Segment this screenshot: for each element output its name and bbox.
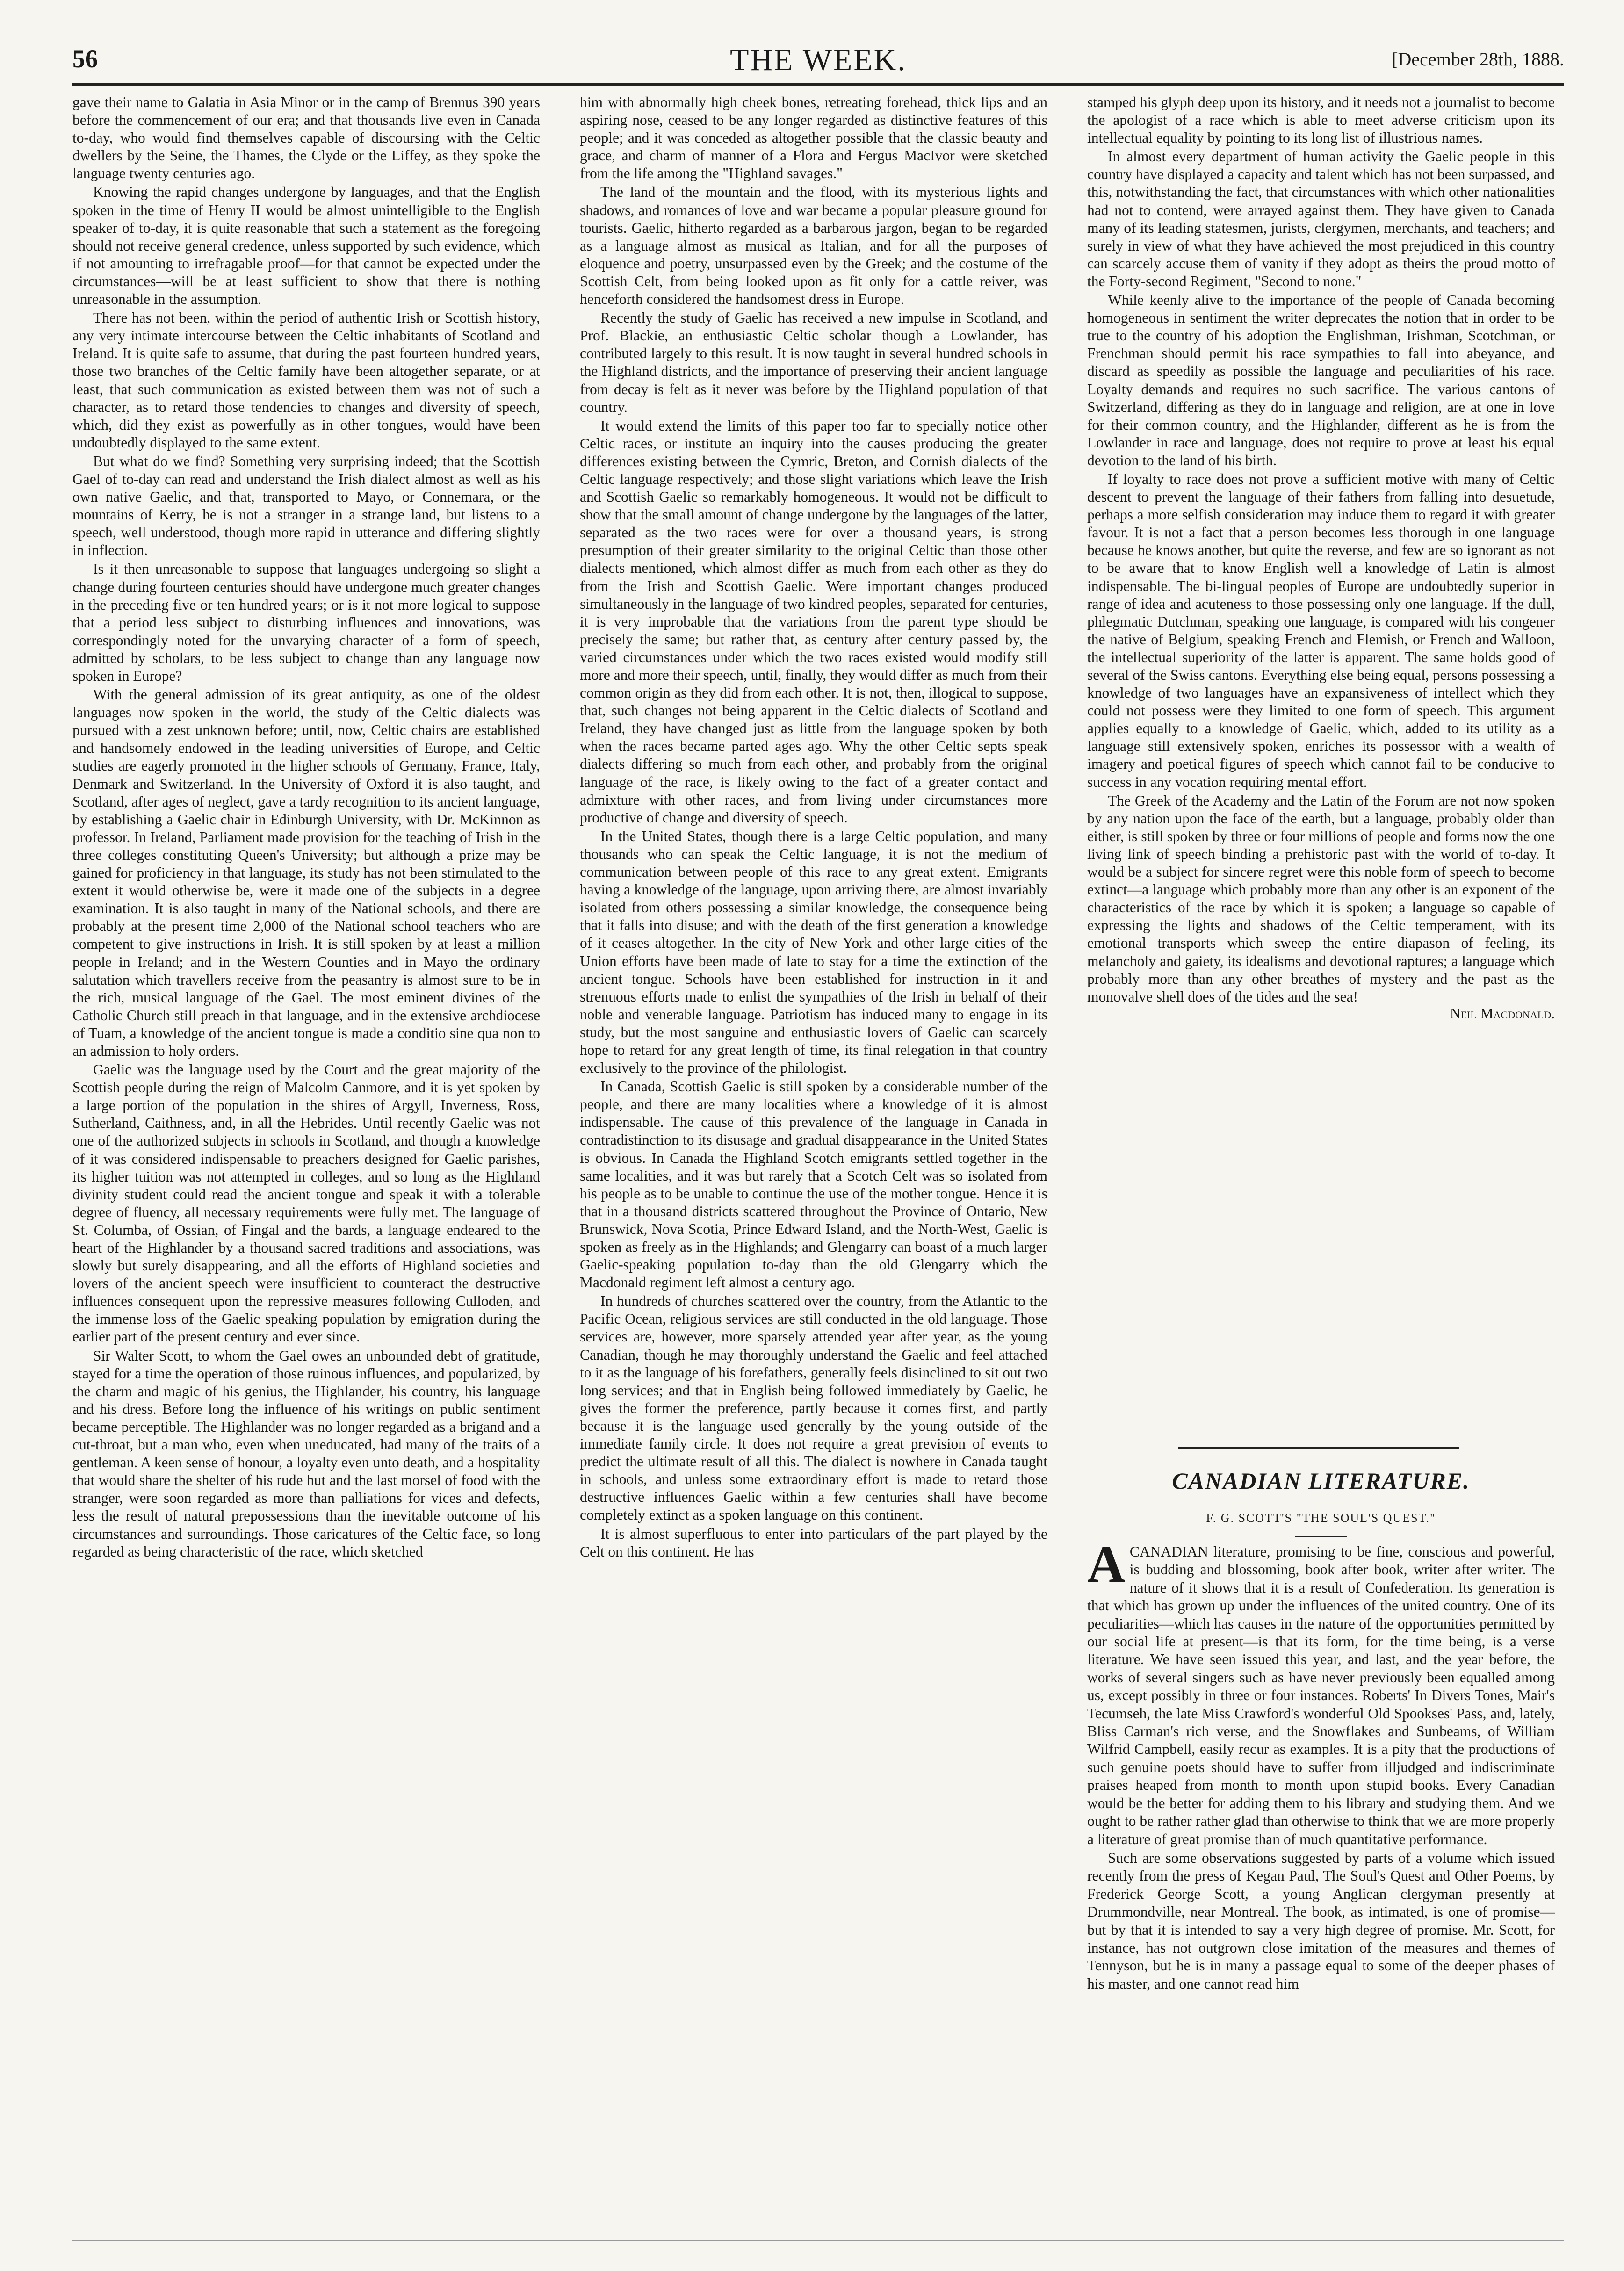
section-title: CANADIAN LITERATURE. [1172, 1468, 1470, 1494]
paragraph: With the general admission of its great antiquity, as one of the oldest languages now spoken in the world, the study of the Celtic dialects was pursued with a zest unknown before; until, now, Celtic chairs are established and handsomely endowed in the leading universities of Europe, and Celtic studies are eagerly promoted in the higher schools of Germany, France, Italy, Denmark and Switzerland. In the University of Oxford it is also taught, and Scotland, after ages of neglect, gave a tardy recognition to its ancient language, by establishing a Gaelic chair in Edinburgh University, with Dr. McKinnon as professor. In Ireland, Parliament made provision for the teaching of Irish in the three colleges constituting Queen's University; but although a prize may be gained for proficiency in that language, its study has not been stimulated to the extent it would otherwise be, were it made one of the subjects in a degree examination. It is also taught in many of the National schools, and there are probably at the present time 2,000 of the National school teachers who are competent to give instructions in Irish. It is still spoken by at least a million people in Ireland; and in the Western Counties and in Mayo the ordinary salutation which travellers receive from the peasantry is almost sure to be in the rich, musical language of the Gael. The most eminent divines of the Catholic Church still preach in that language, and in the extensive archdiocese of Tuam, a knowledge of the ancient tongue is made a conditio sine qua non to an admission to holy orders. [72, 686, 540, 1059]
paragraph: The land of the mountain and the flood, with its mysterious lights and shadows, and romances of love and war became a popular pleasure ground for tourists. Gaelic, hitherto regarded as a barbarous jargon, began to be regarded as a language almost as musical as Italian, and for all the purposes of eloquence and poetry, unsurpassed even by the Greek; and the costume of the Scottish Celt, from being looked upon as fit only for a cattle reiver, was henceforth considered the handsomest dress in Europe. [580, 184, 1047, 308]
column-3 [1087, 94, 1555, 1440]
column-2 [580, 94, 1047, 2230]
author-signature: Neil Macdonald. [1450, 1005, 1555, 1022]
paragraph [1087, 1543, 1555, 1848]
page-bottom-edge [72, 2240, 1564, 2241]
paragraph: Sir Walter Scott, to whom the Gael owes an unbounded debt of gratitude, stayed for a time the operation of those ruinous influences, and popularized, by the charm and magic of his genius, the Highlander, his country, his language and his dress. Before long the influence of his writings on public sentiment became perceptible. The Highlander was no longer regarded as a brigand and a cut-throat, but a man who, even when uneducated, had many of the traits of a gentleman. A keen sense of honour, a loyalty even unto death, and a hospitality that would share the shelter of his rude hut and the last morsel of food with the stranger, were soon regarded as more than palliations for vices and defects, less the result of natural prepossessions than the inevitable outcome of his circumstances and surroundings. Those caricatures of the Celtic face, so long regarded as being characteristic of the race, which sketched [72, 1347, 540, 1560]
paragraph: There has not been, within the period of authentic Irish or Scottish history, any very intimate intercourse between the Celtic inhabitants of Scotland and Ireland. It is quite safe to assume, that during the past fourteen hundred years, those two branches of the Celtic family have been altogether separate, or at least, that such communication as existed between them was not of such a character, as to retard those tendencies to changes and diversity of speech, which, did they exist as powerfully as in other tongues, would have been undoubtedly displayed to the same extent. [72, 310, 540, 451]
paragraph-text: CANADIAN literature, promising to be fine, conscious and powerful, is budding and blossoming, book after book, writer after writer. The nature of it shows that it is a result of Confederation. Its generation is that which has grown up under the influences of the united country. One of its peculiarities—which has causes in the nature of the opportunities permitted by our social life at present—is that its form, for the time being, is a verse literature. We have seen issued this year, and last, and the year before, the works of several singers such as have never previously been equalled among us, except possibly in three or four instances. Roberts' In Divers Tones, Mair's Tecumseh, the late Miss Crawford's wonderful Old Spookses' Pass, and, lately, Bliss Carman's rich verse, and the Snowflakes and Sunbeams, of William Wilfrid Campbell, easily recur as examples. It is a pity that the productions of such genuine poets should have to suffer from illjudged and indiscriminate praises heaped from month to month upon stupid books. Every Canadian would be the better for adding them to his library and studying them. And we ought to be rather rather glad than otherwise to think that we are more properly a literature of great promise than of much quantitative performance. [1087, 1543, 1555, 1847]
paragraph: It is almost superfluous to enter into particulars of the part played by the Celt on this continent. He has [580, 1525, 1047, 1560]
paragraph: In Canada, Scottish Gaelic is still spoken by a considerable number of the people, and there are many localities where a knowledge of it is almost indispensable. The cause of this prevalence of the language in Canada in contradistinction to its disusage and gradual disappearance in the United States is obvious. In Canada the Highland Scotch emigrants settled together in the same localities, and it was but rarely that a Scotch Celt was so isolated from his people as to be unable to continue the use of the mother tongue. Hence it is that in a thousand districts scattered throughout the Province of Ontario, New Brunswick, Nova Scotia, Prince Edward Island, and the North-West, Gaelic is spoken as freely as in the Highlands; and Glengarry can boast of a much larger Gaelic-speaking population to-day than the old Glengarry which the Macdonald regiment left almost a century ago. [580, 1078, 1047, 1291]
journal-title: THE WEEK. [730, 43, 907, 77]
paragraph: In almost every department of human activity the Gaelic people in this country have displayed a capacity and talent which has not been surpassed, and this, notwithstanding the fact, that circumstances with which other nationalities had not to contend, were arrayed against them. They have given to Canada many of its leading statesmen, jurists, clergymen, merchants, and teachers; and surely in view of what they have achieved the most prejudiced in this country can scarcely accuse them of vanity if they adopt as theirs the proud motto of the Forty-second Regiment, "Second to none." [1087, 148, 1555, 289]
paragraph: Gaelic was the language used by the Court and the great majority of the Scottish people during the reign of Malcolm Canmore, and it is yet spoken by a large portion of the population in the shires of Argyll, Inverness, Ross, Sutherland, Caithness, and, in all the Hebrides. Until recently Gaelic was not one of the authorized subjects in schools in Scotland, and though a knowledge of it was considered indispensable to preachers designed for Gaelic parishes, its higher tuition was not attempted in colleges, and so long as the Highland divinity student could read the ancient tongue and speak it with a tolerable degree of fluency, all necessary requirements were fully met. The language of St. Columba, of Ossian, of Fingal and the bards, a language endeared to the heart of the Highlander by a thousand sacred traditions and associations, was slowly but surely disappearing, and all the efforts of Highland societies and lovers of the ancient speech were insufficient to counteract the destructive influences consequent upon the repressive measures following Culloden, and the immense loss of the Gaelic speaking population by emigration during the earlier part of the present century and ever since. [72, 1061, 540, 1345]
paragraph: Recently the study of Gaelic has received a new impulse in Scotland, and Prof. Blackie, an enthusiastic Celtic scholar though a Lowlander, has contributed largely to this result. It is now taught in several hundred schools in the Highland districts, and the importance of preserving their ancient language from decay is felt as it never was before by the Highland population of that country. [580, 310, 1047, 415]
paragraph: If loyalty to race does not prove a sufficient motive with many of Celtic descent to prevent the language of their fathers from falling into desuetude, perhaps a more selfish consideration may induce them to regard it with greater favour. It is not a fact that a person becomes less thorough in one language because he knows another, but quite the reverse, and few are so ignorant as not to be aware that to know English well a knowledge of Latin is almost indispensable. The bi-lingual peoples of Europe are undoubtedly superior in range of idea and acuteness to those possessing only one language. If the dull, phlegmatic Dutchman, speaking one language, is compared with his congener the native of Belgium, speaking French and Flemish, or French and Walloon, the intellectual superiority of the latter is apparent. The same holds good of several of the Swiss cantons. Everything else being equal, persons possessing a knowledge of two languages have an expansiveness of intellect which they could not possess were they limited to one form of speech. This argument applies equally to a knowledge of Gaelic, which, added to its utility as a language still extensively spoken, enriches its possessor with a wealth of imagery and poetical figures of speech which cannot fail to be conducive to success in any vocation requiring mental effort. [1087, 470, 1555, 790]
paragraph: Such are some observations suggested by parts of a volume which issued recently from the press of Kegan Paul, The Soul's Quest and Other Poems, by Frederick George Scott, a young Anglican clergyman presently at Drummondville, near Montreal. The book, as intimated, is one of promise—but by that it is intended to say a very high degree of promise. Mr. Scott, for instance, has not outgrown close imitation of the measures and themes of Tennyson, but he is in many a passage equal to some of the deeper phases of his master, and one cannot read him [1087, 1849, 1555, 1992]
paragraph: gave their name to Galatia in Asia Minor or in the camp of Brennus 390 years before the commencement of our era; and that thousands live even in Canada to-day, who would find themselves capable of discoursing with the Celtic dwellers by the Seine, the Thames, the Clyde or the Liffey, as they spoke the language twenty centuries ago. [72, 94, 540, 182]
section-body [1087, 1543, 1555, 2230]
section-divider [1178, 1447, 1459, 1449]
paragraph: Knowing the rapid changes undergone by languages, and that the English spoken in the time of Henry II would be almost unintelligible to the English speaker of to-day, it is quite reasonable that such a statement as the foregoing should not receive general credence, unless supported by such evidence, which if not amounting to irrefragable proof—for that cannot be expected under the circumstances—will be at least sufficient to show that there is nothing unreasonable in the assumption. [72, 184, 540, 308]
paragraph: Is it then unreasonable to suppose that languages undergoing so slight a change during fourteen centuries should have undergone much greater changes in the preceding five or ten hundred years; or is it not more logical to suppose that a period less subject to disturbing influences and innovations, was correspondingly noted for the unvarying character of a form of speech, admitted by scholars, to be less subject to change than any language now spoken in Europe? [72, 561, 540, 684]
paragraph: him with abnormally high cheek bones, retreating forehead, thick lips and an aspiring nose, ceased to be any longer regarded as distinctive features of this people; and it was conceded as altogether possible that the classic beauty and grace, and charm of manner of a Flora and Fergus MacIvor were sketched from the life among the "Highland savages." [580, 94, 1047, 182]
paragraph: In the United States, though there is a large Celtic population, and many thousands who can speak the Celtic language, it is not the medium of communication between people of this race to any great extent. Emigrants having a knowledge of the language, upon arriving there, are almost invariably isolated from others possessing a similar knowledge, the consequence being that it falls into disuse; and with the death of the first generation a knowledge of it ceases altogether. In the city of New York and other large cities of the Union efforts have been made of late to stay for a time the extinction of the ancient tongue. Schools have been established for instruction in it and strenuous efforts made to enlist the sympathies of the Irish in behalf of their noble and venerable language. Patriotism has induced many to engage in its study, but the most sanguine and enthusiastic lovers of Gaelic can scarcely hope to retard for any great length of time, its final relegation in that country exclusively to the province of the philologist. [580, 828, 1047, 1076]
page-header [72, 44, 1564, 82]
paragraph: While keenly alive to the importance of the people of Canada becoming homogeneous in sentiment the writer deprecates the notion that in order to be true to the country of his adoption the Englishman, Irishman, Scotchman, or Frenchman should permit his race sympathies to fall into abeyance, and discard as speedily as possible the language and peculiarities of his race. Loyalty demands and requires no such sacrifice. The various cantons of Switzerland, differing as they do in language and religion, are at one in love for their common country, and the Highlander, different as he is from the Lowlander in race and language, does not require to prove at least his equal devotion to the land of his birth. [1087, 292, 1555, 469]
page-number: 56 [72, 45, 98, 73]
header-rule [72, 83, 1564, 86]
issue-date: [December 28th, 1888. [1392, 49, 1564, 70]
section-subtitle: F. G. SCOTT'S "THE SOUL'S QUEST." [1206, 1511, 1436, 1525]
paragraph: In hundreds of churches scattered over the country, from the Atlantic to the Pacific Ocean, religious services are still conducted in the old language. Those services are, however, more sparsely attended year after year, as the young Canadian, though he may thoroughly understand the Gaelic and feel attached to it as the language of his forefathers, generally feels disinclined to sit out two long services; and that in English being followed immediately by Gaelic, he gives the former the preference, partly because it comes first, and partly because it is the language used generally by the young outside of the immediate family circle. It does not require a great prevision of events to predict the ultimate result of all this. The dialect is nowhere in Canada taught in schools, and unless some extraordinary effort is made to retard those destructive influences Gaelic within a few centuries shall have become completely extinct as a spoken language on this continent. [580, 1293, 1047, 1523]
paragraph: stamped his glyph deep upon its history, and it needs not a journalist to become the apologist of a race which is able to meet adverse criticism upon its intellectual equality by pointing to its long list of illustrious names. [1087, 94, 1555, 146]
paragraph: The Greek of the Academy and the Latin of the Forum are not now spoken by any nation upon the face of the earth, but a language, probably older than either, is still spoken by three or four millions of people and forms now the one living link of speech binding a prehistoric past with the world of to-day. It would be a subject for sincere regret were this noble form of speech to become extinct—a language which probably more than any other is an exponent of the characteristics of the race by which it is spoken; a language so capable of expressing the lights and shadows of the Celtic temperament, with its emotional transports which sweep the entire diapason of feeling, its melancholy and gaiety, its idealisms and devotional raptures; a language which probably more than any other breathes of mystery and the past as the monovalve shell does of the tides and the sea! [1087, 792, 1555, 1005]
paragraph: But what do we find? Something very surprising indeed; that the Scottish Gael of to-day can read and understand the Irish dialect almost as well as his own native Gaelic, and that, transported to Mayo, or Connemara, or the mountains of Kerry, he is not a stranger in a strange land, but listens to a speech, well understood, though more rapid in utterance and differing slightly in inflection. [72, 453, 540, 559]
subtitle-rule [1295, 1536, 1347, 1537]
column-1 [72, 94, 540, 2230]
drop-cap: A [1087, 1543, 1125, 1593]
paragraph: It would extend the limits of this paper too far to specially notice other Celtic races, or institute an inquiry into the causes producing the greater differences existing between the Cymric, Breton, and Cornish dialects of the Celtic language respectively; and those slight variations which leave the Irish and Scottish Gaelic so remarkably homogeneous. It would not be difficult to show that the small amount of change undergone by the languages of the latter, separated as the two races were for over a thousand years, is strong presumption of their greater similarity to the original Celtic than those other dialects mentioned, which almost differ as much from each other as they do from the Irish and Scottish Gaelic. Were important changes produced simultaneously in the language of two kindred peoples, separated for centuries, it is very improbable that the variations from the parent type should be precisely the same; but rather that, as century after century passed by, the varied circumstances under which the two races existed would modify still more and more their speech, until, finally, they would differ as much from their common origin as they did from each other. It is not, then, illogical to suppose, that, such changes not being apparent in the Celtic dialects of Scotland and Ireland, they have changed just as little from the language spoken by both when the races became parted ages ago. Why the other Celtic septs speak dialects differing so much from each other, and probably from the original language of the race, is likely owing to the fact of a greater contact and admixture with other races, and from living under circumstances more productive of change and diversity of speech. [580, 417, 1047, 826]
